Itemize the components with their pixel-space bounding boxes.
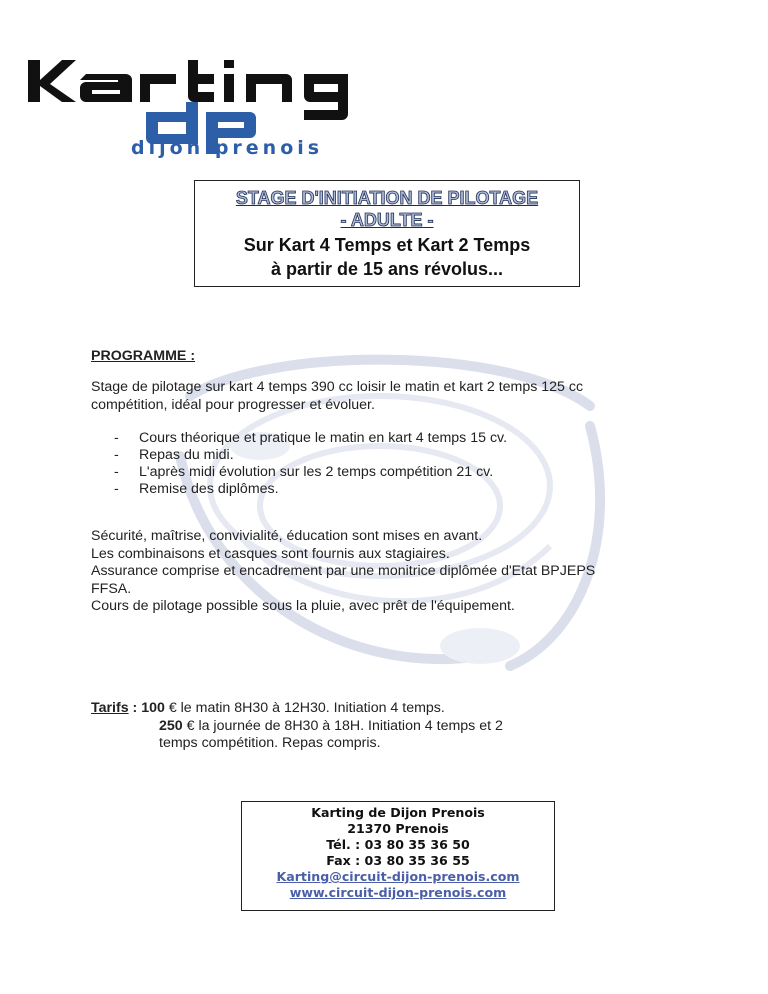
intro-line-2: compétition, idéal pour progresser et évoluer. <box>91 396 375 413</box>
programme-intro <box>91 379 691 414</box>
logo-subtitle: dijon prenois <box>131 137 324 159</box>
list-item: - Repas du midi. <box>114 447 234 463</box>
title-box <box>194 180 580 287</box>
info-line: Sécurité, maîtrise, convivialité, éducation sont mises en avant. <box>91 528 483 544</box>
tarifs-label: Tarifs <box>91 700 129 716</box>
info-line: Les combinaisons et casques sont fournis aux stagiaires. <box>91 545 450 562</box>
tarif-morning-text: € le matin 8H30 à 12H30. Initiation 4 temps. <box>164 700 445 716</box>
contact-fax: Fax : 03 80 35 36 55 <box>326 853 470 868</box>
contact-tel: Tél. : 03 80 35 36 50 <box>326 837 470 852</box>
list-item: - Remise des diplômes. <box>114 481 279 497</box>
info-line: Assurance comprise et encadrement par une monitrice diplômée d'Etat BPJEPS <box>91 563 596 579</box>
info-line: FFSA. <box>91 580 132 597</box>
contact-name: Karting de Dijon Prenois <box>311 805 485 820</box>
tarif-day-text-2: temps compétition. Repas compris. <box>159 735 381 751</box>
tarifs-section: Tarifs : 100 € le matin 8H30 à 12H30. Initiation 4 temps. 250 € la journée de 8H30 à 18H. Initiation 4 temps et 2 temps compétition. Repas compris. <box>91 700 691 753</box>
list-item: - L'après midi évolution sur les 2 temps compétition 21 cv. <box>114 464 494 480</box>
contact-box <box>241 801 555 911</box>
email-link[interactable]: Karting@circuit-dijon-prenois.com <box>276 869 520 884</box>
title-line-3: Sur Kart 4 Temps et Kart 2 Temps <box>243 235 531 255</box>
title-line-4: à partir de 15 ans révolus... <box>270 259 504 279</box>
price-day: 250 <box>159 717 183 734</box>
list-item: - Cours théorique et pratique le matin en kart 4 temps 15 cv. <box>114 430 508 446</box>
intro-line-1: Stage de pilotage sur kart 4 temps 390 cc loisir le matin et kart 2 temps 125 cc <box>91 379 584 395</box>
title-line-2: - ADULTE - <box>340 210 434 230</box>
programme-list <box>91 430 507 498</box>
programme-heading: PROGRAMME : <box>91 348 196 364</box>
title-line-1: STAGE D'INITIATION DE PILOTAGE <box>235 188 539 208</box>
website-link[interactable]: www.circuit-dijon-prenois.com <box>289 885 507 900</box>
tarif-day-text: € la journée de 8H30 à 18H. Initiation 4 temps et 2 <box>182 717 503 734</box>
price-morning: 100 <box>141 700 165 716</box>
contact-city: 21370 Prenois <box>347 821 449 836</box>
info-paragraph <box>91 528 691 616</box>
info-line: Cours de pilotage possible sous la pluie, avec prêt de l'équipement. <box>91 598 515 614</box>
